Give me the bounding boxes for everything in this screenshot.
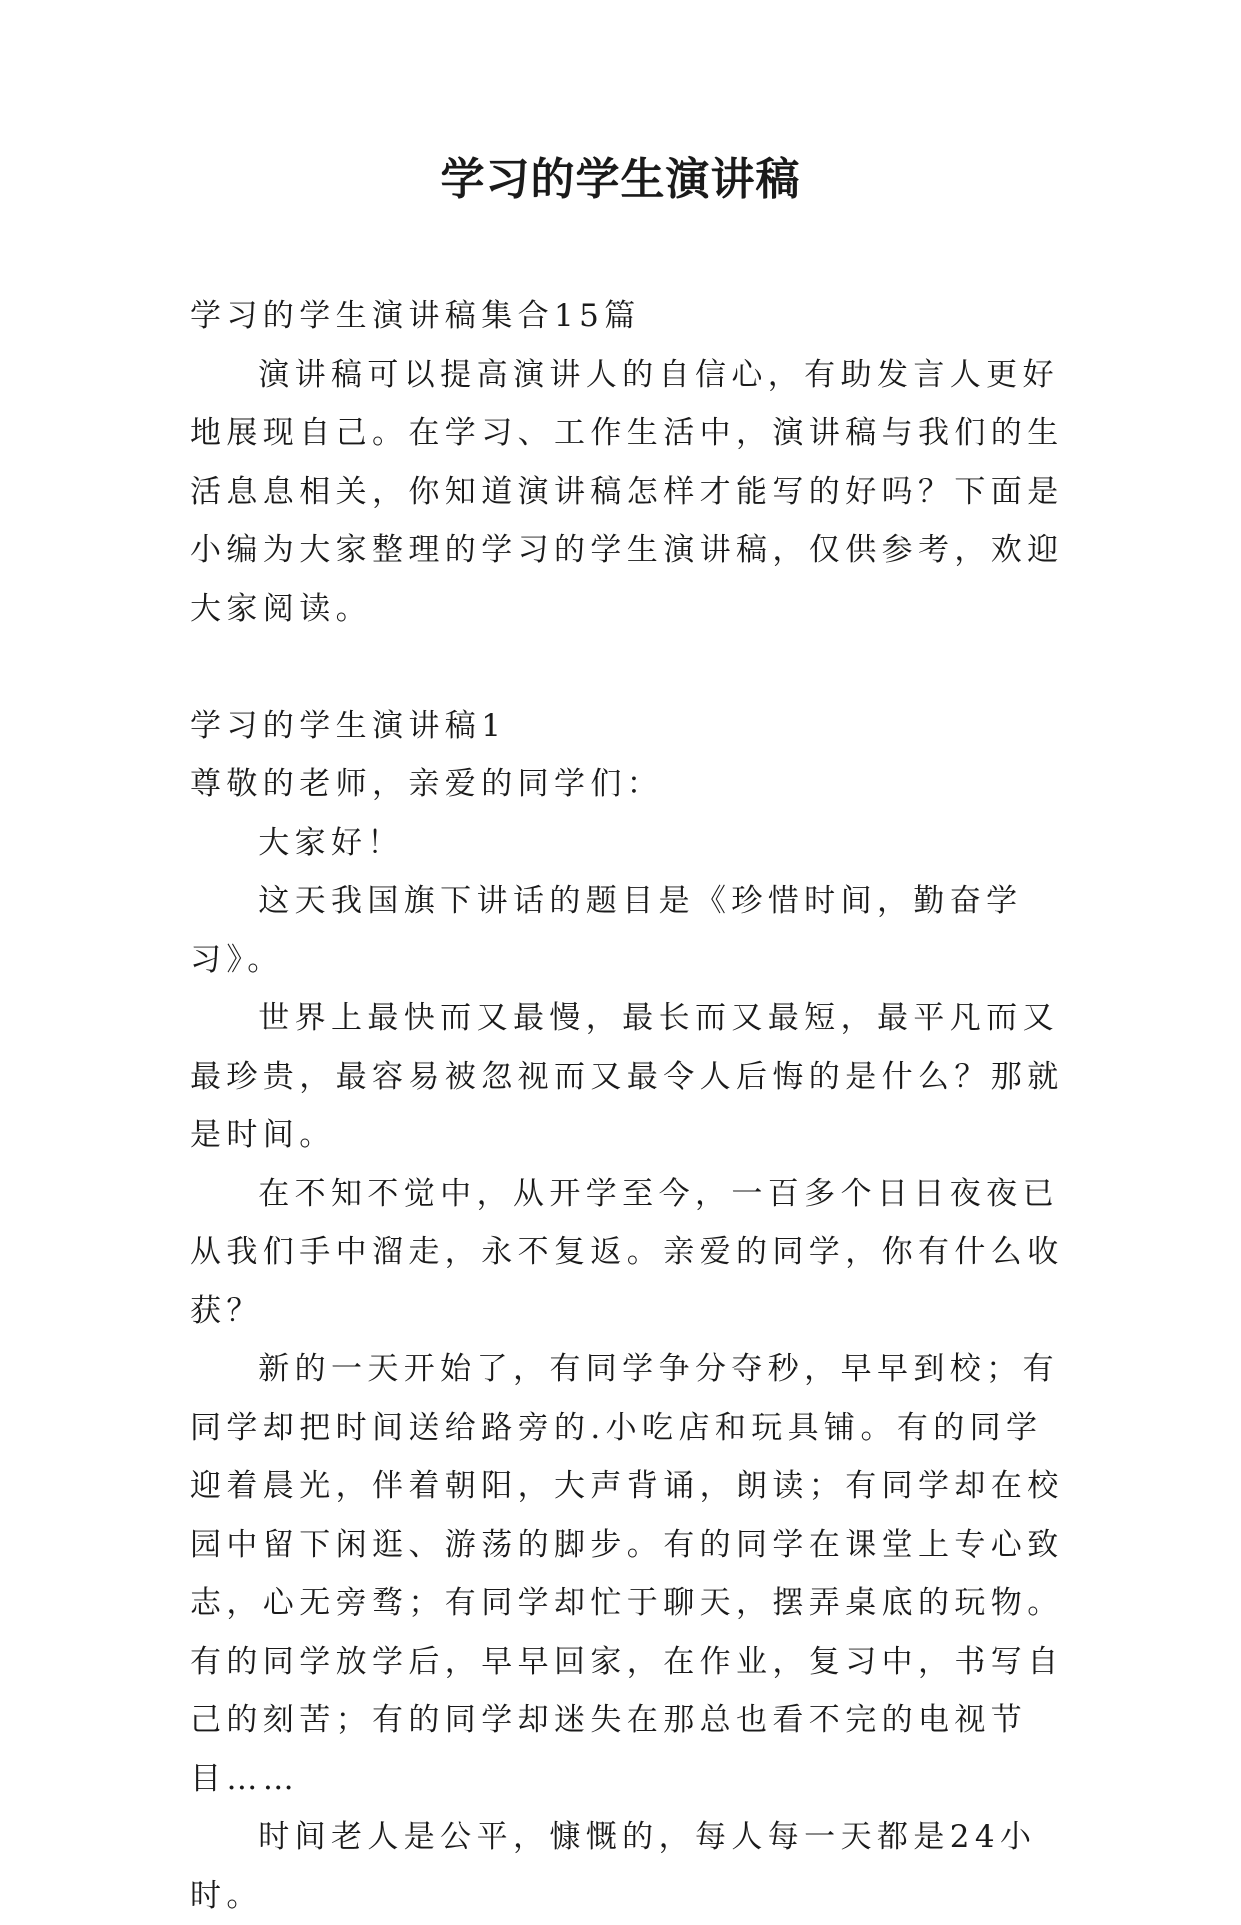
document-body [190, 287, 1065, 1925]
body-paragraph: 大家好！ [258, 824, 404, 861]
section-heading: 学习的学生演讲稿1 [190, 707, 507, 744]
intro-paragraph: 演讲稿可以提高演讲人的自信心，有助发言人更好地展现自己。在学习、工作生活中，演讲稿与我们的生活息息相关，你知道演讲稿怎样才能写的好吗？下面是小编为大家整理的学习的学生演讲稿，仅供参考，欢迎大家阅读。 [190, 356, 1064, 627]
body-paragraph: 新的一天开始了，有同学争分夺秒，早早到校；有同学却把时间送给路旁的.小吃店和玩具铺。有的同学迎着晨光，伴着朝阳，大声背诵，朗读；有同学却在校园中留下闲逛、游荡的脚步。有的同学在课堂上专心致志，心无旁骛；有同学却忙于聊天，摆弄桌底的玩物。有的同学放学后，早早回家，在作业，复习中，书写自己的刻苦；有的同学却迷失在那总也看不完的电视节目…… [190, 1351, 1064, 1797]
document-subtitle: 学习的学生演讲稿集合15篇 [190, 298, 641, 334]
body-paragraph: 时间老人是公平，慷慨的，每人每一天都是24小时。 [190, 1819, 1037, 1914]
body-paragraph: 世界上最快而又最慢，最长而又最短，最平凡而又最珍贵，最容易被忽视而又最令人后悔的是什么？那就是时间。 [190, 1000, 1064, 1153]
salutation: 尊敬的老师，亲爱的同学们： [190, 766, 664, 802]
document-title: 学习的学生演讲稿 [440, 154, 801, 205]
body-paragraph: 在不知不觉中，从开学至今，一百多个日日夜夜已从我们手中溜走，永不复返。亲爱的同学，你有什么收获？ [190, 1175, 1064, 1329]
body-paragraph: 这天我国旗下讲话的题目是《珍惜时间，勤奋学习》。 [190, 883, 1023, 978]
paragraph-gap [190, 638, 1065, 697]
